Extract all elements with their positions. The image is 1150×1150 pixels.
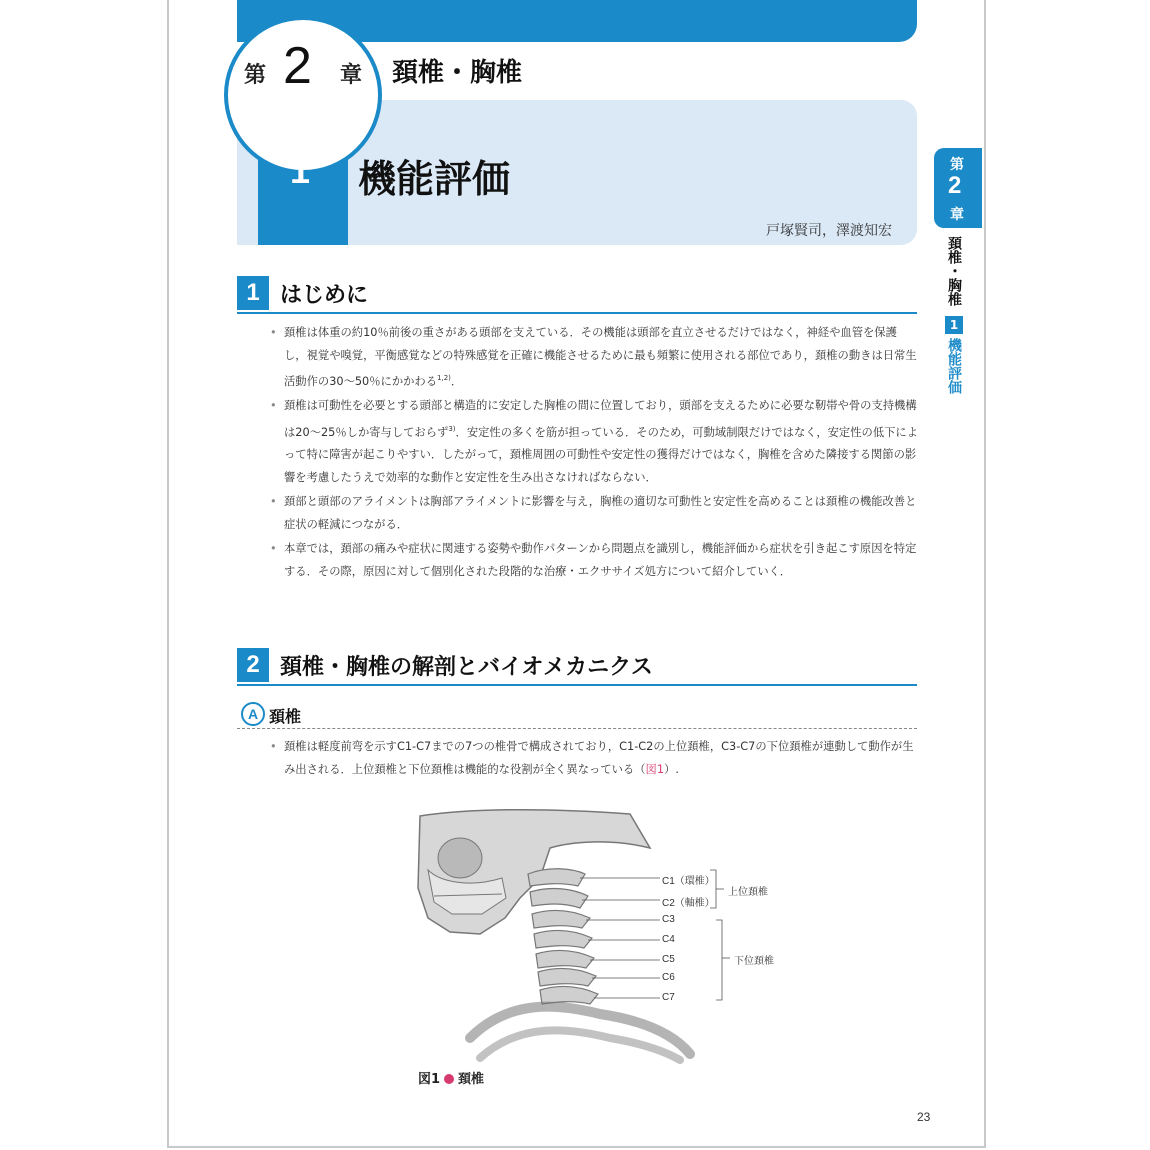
intro-bullet-list — [270, 322, 918, 585]
caption-bullet-icon — [444, 1074, 454, 1084]
side-section-title: 機能評価 — [946, 338, 962, 394]
side-chapter-tab — [934, 148, 982, 228]
figure-label-c5: C5 — [662, 954, 675, 965]
figure-caption: 図1 頚椎 — [418, 1072, 485, 1087]
figure-group-lower: 下位頚椎 — [734, 956, 774, 967]
section-heading-title: はじめに — [280, 283, 369, 308]
side-tab-prefix: 第 — [950, 157, 964, 173]
page-number: 23 — [917, 1110, 931, 1124]
side-tab-number: 2 — [948, 172, 962, 199]
subsection-letter: A — [241, 702, 265, 726]
list-item: • 頚部と頭部のアライメントは胸部アライメントに影響を与え，胸椎の適切な可動性と安定性を高めることは頚椎の機能改善と症状の軽減につながる． — [270, 491, 918, 536]
section-heading-title: 頚椎・胸椎の解剖とバイオメカニクス — [280, 655, 653, 680]
authors: 戸塚賢司，澤渡知宏 — [766, 223, 892, 239]
section-heading-number: 2 — [237, 648, 269, 682]
spine-illustration — [410, 808, 790, 1064]
section-heading-2 — [237, 648, 917, 686]
section-number: 1 — [290, 150, 311, 191]
subsection-title: 頚椎 — [269, 707, 302, 726]
figure-group-upper: 上位頚椎 — [728, 887, 768, 898]
figure-label-c7: C7 — [662, 992, 675, 1003]
side-tab-suffix: 章 — [950, 207, 964, 223]
chapter-number: 2 — [283, 37, 312, 95]
figure-label-c6: C6 — [662, 972, 675, 983]
section-heading-number: 1 — [237, 276, 269, 310]
figure-label-c3: C3 — [662, 914, 675, 925]
list-item: • 頚椎は可動性を必要とする頭部と構造的に安定した胸椎の間に位置しており，頭部を支えるために必要な靭帯や骨の支持機構は20～25％しか寄与しておらず$^{3)}$．安定性の多くを筋が担っている．そのため，可動域制限だけではなく，安定性の低下によって特に障害が起こりやすい．したがって，頚椎周囲の可動性や安定性の獲得だけではなく，胸椎を含めた隣接する関節の影響を考慮したうえで効率的な動作と安定性を生み出さなければならない． — [270, 395, 918, 489]
cervical-bullet-list — [270, 736, 918, 783]
figure-label-c4: C4 — [662, 934, 675, 945]
page-title: 機能評価 — [358, 157, 511, 201]
section-heading-1 — [237, 276, 917, 314]
side-chapter-title: 頚椎・胸椎 — [946, 236, 962, 306]
figure-reference[interactable]: 図1 — [645, 762, 665, 776]
chapter-prefix: 第 — [244, 63, 267, 88]
chapter-title: 頚椎・胸椎 — [392, 58, 523, 88]
side-section-number: 1 — [945, 316, 963, 334]
figure-cervical-spine — [410, 808, 790, 1064]
list-item: • 頚椎は軽度前弯を示すC1-C7までの7つの椎骨で構成されており，C1-C2の上位頚椎，C3-C7の下位頚椎が連動して動作が生み出される．上位頚椎と下位頚椎は機能的な役割が全く異なっている（図1）. — [270, 736, 918, 781]
figure-label-c2: C2（軸椎） — [662, 898, 715, 909]
list-item: • 本章では，頚部の痛みや症状に関連する姿勢や動作パターンから問題点を識別し，機能評価から症状を引き起こす原因を特定する．その際，原因に対して個別化された段階的な治療・エクササイズ処方について紹介していく． — [270, 538, 918, 583]
subsection-heading — [237, 700, 917, 729]
list-item: • 頚椎は体重の約10％前後の重さがある頭部を支えている．その機能は頭部を直立させるだけではなく，神経や血管を保護し，視覚や嗅覚，平衡感覚などの特殊感覚を正確に機能させるために最も頻繁に使用される部位であり，頚椎の動きは日常生活動作の30～50％にかかわる$^{1,2)}$． — [270, 322, 918, 393]
chapter-suffix: 章 — [340, 63, 363, 88]
figure-label-c1: C1（環椎） — [662, 876, 715, 887]
